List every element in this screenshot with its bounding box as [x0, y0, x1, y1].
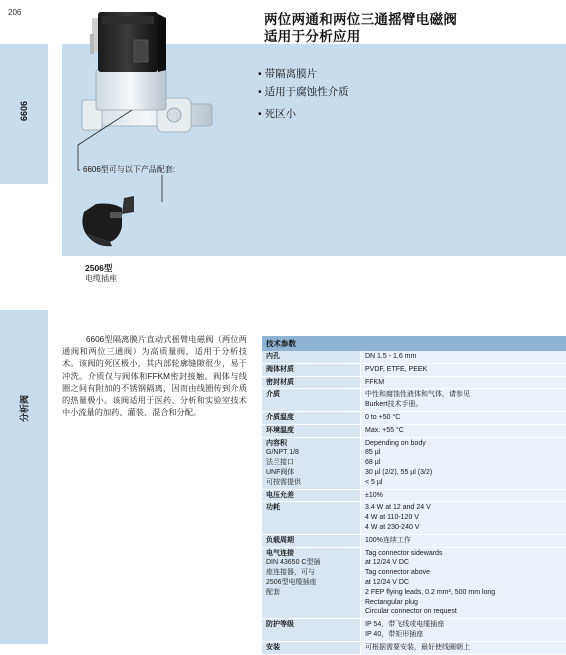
spec-label-line: DIN 43650 C型插 — [266, 558, 356, 568]
spec-value-line: 85 µl — [365, 448, 562, 458]
spec-value — [361, 389, 566, 412]
spec-label-line: 介质 — [266, 390, 356, 400]
spec-value — [361, 376, 566, 389]
spec-value-line: < 5 µl — [365, 478, 562, 488]
spec-value — [361, 351, 566, 363]
spec-value-line: PVDF, ETFE, PEEK — [365, 365, 562, 375]
spec-label — [262, 363, 361, 376]
spec-value-line: 4 W at 110-120 V — [365, 513, 562, 523]
spec-value — [361, 547, 566, 619]
spec-label-line: 内容积 — [266, 439, 356, 449]
spec-label-line: 负载周期 — [266, 536, 356, 546]
spec-label — [262, 411, 361, 424]
spec-value-line: at 12/24 V DC — [365, 578, 562, 588]
spec-row — [262, 389, 566, 412]
spec-label-line: 防护等级 — [266, 620, 356, 630]
spec-value-line: at 12/24 V DC — [365, 558, 562, 568]
spec-row — [262, 351, 566, 363]
side-tab-model-label: 6606 — [19, 91, 29, 131]
spec-value — [361, 619, 566, 642]
spec-value-line: 100%连续工作 — [365, 536, 562, 546]
spec-label — [262, 619, 361, 642]
spec-value-line: 2 FEP flying leads, 0.2 mm², 500 mm long — [365, 588, 562, 598]
spec-row — [262, 619, 566, 642]
spec-row — [262, 411, 566, 424]
spec-row — [262, 424, 566, 437]
spec-value-line: 可根据需要安装，最好使线圈朝上 — [365, 643, 562, 653]
spec-label-line: 环境温度 — [266, 426, 356, 436]
spec-label-line: 阀体材质 — [266, 365, 356, 375]
spec-row — [262, 502, 566, 534]
spec-row — [262, 534, 566, 547]
side-tab-category-label: 分析阀 — [18, 389, 31, 429]
spec-value-line: 68 µl — [365, 458, 562, 468]
spec-value-line: IP 40，带矩形插座 — [365, 630, 562, 640]
spec-label-line: 可按需提供 — [266, 478, 356, 488]
spec-row — [262, 641, 566, 654]
spec-row — [262, 363, 566, 376]
spec-table — [262, 336, 566, 655]
spec-label — [262, 389, 361, 412]
feature-item: • 带隔离膜片 — [258, 66, 317, 81]
spec-value — [361, 534, 566, 547]
compat-label: 6606型可与以下产品配套: — [80, 164, 178, 175]
spec-value-line: FFKM — [365, 378, 562, 388]
spec-value-line: Burkert技术手册。 — [365, 400, 562, 410]
spec-label-line: 法兰接口 — [266, 458, 356, 468]
spec-row — [262, 489, 566, 502]
spec-value — [361, 424, 566, 437]
spec-value — [361, 502, 566, 534]
page-title-line2: 适用于分析应用 — [264, 25, 361, 45]
leader-line — [62, 110, 172, 205]
spec-value-line: 0 to +50 °C — [365, 413, 562, 423]
spec-value — [361, 641, 566, 654]
spec-value-line: Tag connector above — [365, 568, 562, 578]
spec-label-line: G/NPT 1/8 — [266, 448, 356, 458]
connector-model: 2506型 — [85, 262, 112, 274]
side-tab-category — [0, 310, 48, 644]
side-tab-model — [0, 44, 48, 184]
spec-table-header: 技术参数 — [262, 336, 566, 351]
page-title-line1: 两位两通和两位三通摇臂电磁阀 — [264, 8, 457, 28]
spec-value-line: 中性和腐蚀性液体和气体，请参见 — [365, 390, 562, 400]
feature-item: • 死区小 — [258, 106, 296, 121]
spec-label-line: UNF阀体 — [266, 468, 356, 478]
spec-label-line: 配套 — [266, 588, 356, 598]
spec-label — [262, 437, 361, 489]
feature-item: • 适用于腐蚀性介质 — [258, 84, 349, 99]
spec-value-line: DN 1.5 - 1.6 mm — [365, 352, 562, 362]
spec-label — [262, 547, 361, 619]
spec-value-line: 4 W at 230-240 V — [365, 523, 562, 533]
spec-label — [262, 641, 361, 654]
spec-value-line: 3.4 W at 12 and 24 V — [365, 503, 562, 513]
product-description: 6606型隔离膜片直动式摇臂电磁阀（两位两通阀和两位三通阀）为高质量阀，适用于分析技术。该阀的死区极小，其内部轮廓缝隙很少，易于冲洗。介质仅与阀体和FFKM密封接触。阀体与线圈之间有附加的不锈钢隔离，因而由线圈传到介质的热量极小。该阀适用于医药、分析和实验室技术中小流量的加药、灌装、混合和分配。 — [62, 334, 247, 419]
spec-label-line: 内孔 — [266, 352, 356, 362]
spec-label — [262, 502, 361, 534]
spec-label-line: 2506型电缆插座 — [266, 578, 356, 588]
spec-value — [361, 437, 566, 489]
spec-label-line: 电气连接 — [266, 549, 356, 559]
spec-value — [361, 363, 566, 376]
spec-label — [262, 376, 361, 389]
spec-label — [262, 424, 361, 437]
spec-value-line: 30 µl (2/2), 55 µl (3/2) — [365, 468, 562, 478]
spec-row — [262, 437, 566, 489]
spec-label — [262, 351, 361, 363]
spec-label — [262, 489, 361, 502]
spec-value-line: ±10% — [365, 491, 562, 501]
spec-row — [262, 376, 566, 389]
spec-label-line: 功耗 — [266, 503, 356, 513]
spec-value-line: Max. +55 °C — [365, 426, 562, 436]
page-number: 206 — [8, 8, 21, 17]
spec-value-line: Rectangular plug — [365, 598, 562, 608]
spec-value — [361, 489, 566, 502]
spec-label-line: 座连接器，可与 — [266, 568, 356, 578]
spec-label — [262, 534, 361, 547]
spec-label-line: 电压允差 — [266, 491, 356, 501]
spec-value-line: IP 54，带飞线或电缆插座 — [365, 620, 562, 630]
spec-value-line: Circular connector on request — [365, 607, 562, 617]
spec-value — [361, 411, 566, 424]
spec-label-line: 介质温度 — [266, 413, 356, 423]
spec-label-line: 安装 — [266, 643, 356, 653]
spec-value-line: Tag connector sidewards — [365, 549, 562, 559]
connector-desc: 电缆插座 — [85, 273, 117, 284]
spec-value-line: Depending on body — [365, 439, 562, 449]
spec-row — [262, 547, 566, 619]
spec-label-line: 密封材质 — [266, 378, 356, 388]
